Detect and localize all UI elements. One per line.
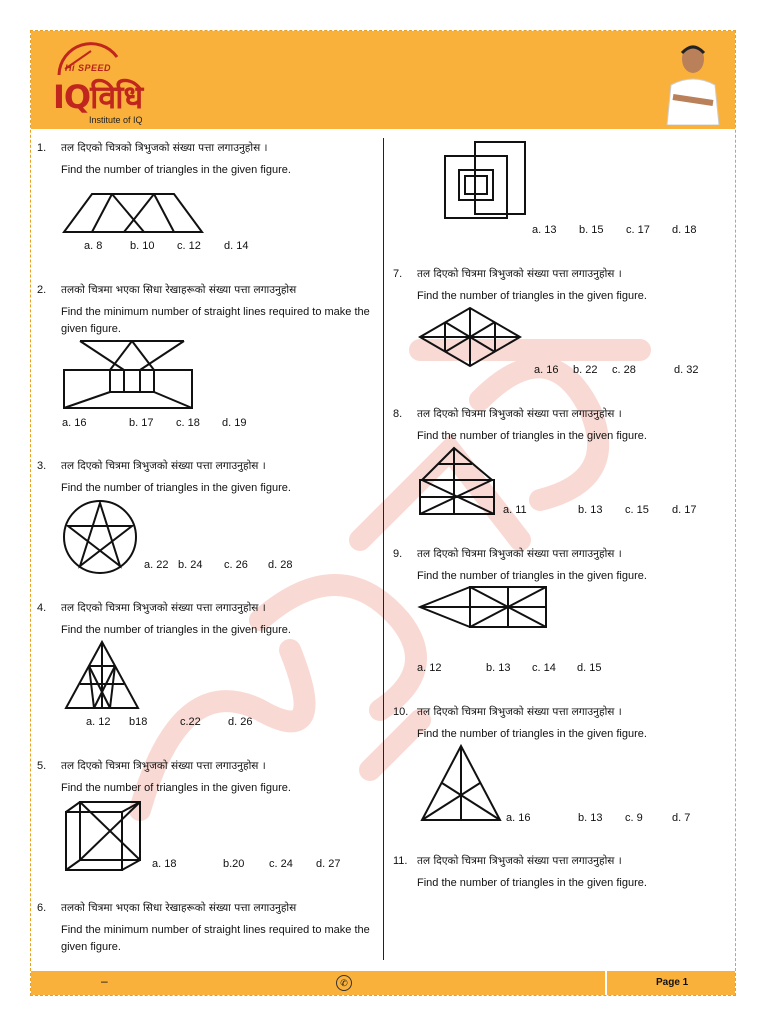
- option-c[interactable]: c. 12: [177, 240, 201, 252]
- option-a[interactable]: a. 13: [532, 224, 557, 236]
- question-6: [37, 900, 377, 953]
- option-b[interactable]: b.20: [223, 858, 245, 870]
- question-number: 5.: [37, 760, 47, 772]
- option-b[interactable]: b. 13: [578, 812, 603, 824]
- option-c[interactable]: c. 18: [176, 417, 200, 429]
- option-c[interactable]: c. 17: [626, 224, 650, 236]
- question-number: 4.: [37, 602, 47, 614]
- figure-house: [418, 446, 496, 516]
- question-text-english: Find the number of triangles in the given figure.: [417, 430, 647, 442]
- question-text-english: Find the number of triangles in the given figure.: [61, 482, 291, 494]
- footer-bar: [31, 971, 735, 995]
- option-a[interactable]: a. 12: [86, 716, 111, 728]
- option-c[interactable]: c.22: [180, 716, 201, 728]
- question-text-nepali: तल दिएको चित्रमा त्रिभुजको संख्या पत्ता लगाउनुहोस ।: [61, 602, 266, 614]
- option-a[interactable]: a. 16: [534, 364, 559, 376]
- option-a[interactable]: a. 22: [144, 559, 169, 571]
- question-3: [37, 458, 377, 494]
- header-banner: [31, 31, 735, 129]
- figure-triangle-medians: [420, 744, 502, 822]
- question-4: [37, 600, 377, 636]
- option-b[interactable]: b. 15: [579, 224, 604, 236]
- option-d[interactable]: d. 18: [672, 224, 697, 236]
- logo-subtitle: Institute of IQ: [89, 115, 143, 125]
- figure-bowtie-box: [62, 340, 196, 412]
- question-text-nepali: तल दिएको चित्रमा त्रिभुजको संख्या पत्ता लगाउनुहोस ।: [61, 760, 266, 772]
- option-c[interactable]: c. 24: [269, 858, 293, 870]
- question-text-english: Find the number of triangles in the given figure.: [417, 290, 647, 302]
- option-a[interactable]: a. 8: [84, 240, 103, 252]
- question-text-nepali: तल दिएको चित्रमा त्रिभुजको संख्या पत्ता लगाउनुहोस ।: [417, 706, 622, 718]
- question-number: 9.: [393, 548, 403, 560]
- options-q1: [84, 240, 284, 254]
- options-q4: [86, 716, 286, 730]
- speedometer-icon: [51, 39, 131, 79]
- option-b[interactable]: b. 22: [573, 364, 598, 376]
- question-text-english: Find the minimum number of straight lines required to make the given figure.: [61, 306, 370, 335]
- option-d[interactable]: d. 19: [222, 417, 247, 429]
- options-q6: [532, 224, 732, 238]
- brand-logo: [41, 39, 191, 124]
- question-text-nepali: तलको चित्रमा भएका सिधा रेखाहरूको संख्या पत्ता लगाउनुहोस: [61, 284, 297, 296]
- page-number: Page 1: [656, 977, 689, 988]
- option-a[interactable]: a. 16: [62, 417, 87, 429]
- question-text-english: Find the number of triangles in the given figure.: [61, 624, 291, 636]
- question-5: [37, 758, 377, 794]
- options-q5: [152, 858, 352, 872]
- question-number: 6.: [37, 902, 47, 914]
- question-number: 11.: [393, 855, 408, 867]
- option-d[interactable]: d. 7: [672, 812, 691, 824]
- question-number: 3.: [37, 460, 47, 472]
- logo-speed-text: Hi SPEED: [65, 63, 112, 73]
- footer-left-text: –: [101, 974, 108, 988]
- option-b[interactable]: b18: [129, 716, 148, 728]
- question-8: [393, 406, 733, 442]
- question-text-nepali: तल दिएको चित्रमा त्रिभुजको संख्या पत्ता लगाउनुहोस ।: [417, 855, 622, 867]
- figure-rhombus: [418, 306, 522, 368]
- figure-star-circle: [62, 500, 138, 574]
- question-number: 2.: [37, 284, 47, 296]
- question-text-english: Find the number of triangles in the given figure.: [61, 782, 291, 794]
- option-d[interactable]: d. 27: [316, 858, 341, 870]
- option-b[interactable]: b. 24: [178, 559, 203, 571]
- option-c[interactable]: c. 28: [612, 364, 636, 376]
- option-c[interactable]: c. 9: [625, 812, 643, 824]
- question-text-english: Find the number of triangles in the given figure.: [417, 877, 647, 889]
- question-number: 7.: [393, 268, 403, 280]
- options-q8: [503, 504, 713, 518]
- option-a[interactable]: a. 16: [506, 812, 531, 824]
- question-10: [393, 704, 733, 740]
- question-number: 10.: [393, 706, 409, 718]
- option-c[interactable]: c. 15: [625, 504, 649, 516]
- figure-cube: [64, 800, 144, 872]
- figure-triangle-nested: [64, 640, 140, 710]
- question-text-nepali: तल दिएको चित्रको त्रिभुजको संख्या पत्ता लगाउनुहोस ।: [61, 142, 268, 154]
- question-1: [37, 140, 377, 176]
- option-a[interactable]: a. 18: [152, 858, 177, 870]
- option-d[interactable]: d. 17: [672, 504, 697, 516]
- option-b[interactable]: b. 10: [130, 240, 155, 252]
- question-text-nepali: तलको चित्रमा भएका सिधा रेखाहरूको संख्या पत्ता लगाउनुहोस: [61, 902, 297, 914]
- question-number: 1.: [37, 142, 47, 154]
- question-number: 8.: [393, 408, 403, 420]
- option-a[interactable]: a. 11: [503, 504, 527, 516]
- instructor-photo: [661, 37, 725, 125]
- options-q7: [534, 364, 734, 378]
- question-2: [37, 282, 377, 335]
- options-q2: [62, 417, 262, 431]
- options-q10: [506, 812, 716, 826]
- question-text-english: Find the minimum number of straight lines required to make the given figure.: [61, 924, 370, 953]
- options-q9: [417, 662, 627, 676]
- figure-nested-squares: [443, 140, 527, 220]
- question-text-english: Find the number of triangles in the given figure.: [417, 728, 647, 740]
- phone-icon: ✆: [336, 975, 352, 991]
- question-text-nepali: तल दिएको चित्रमा त्रिभुजको संख्या पत्ता लगाउनुहोस ।: [417, 268, 622, 280]
- option-d[interactable]: d. 26: [228, 716, 253, 728]
- option-d[interactable]: d. 15: [577, 662, 602, 674]
- question-11: [393, 853, 733, 889]
- option-b[interactable]: b. 13: [486, 662, 511, 674]
- footer-separator: [605, 971, 607, 995]
- question-text-nepali: तल दिएको चित्रमा त्रिभुजको संख्या पत्ता लगाउनुहोस ।: [61, 460, 266, 472]
- question-text-english: Find the number of triangles in the given figure.: [417, 570, 647, 582]
- logo-main-text: IQविधि: [53, 78, 143, 116]
- option-b[interactable]: b. 17: [129, 417, 154, 429]
- column-divider: [383, 138, 384, 960]
- option-b[interactable]: b. 13: [578, 504, 603, 516]
- question-text-nepali: तल दिएको चित्रमा त्रिभुजको संख्या पत्ता लगाउनुहोस ।: [417, 408, 622, 420]
- option-a[interactable]: a. 12: [417, 662, 442, 674]
- option-d[interactable]: d. 14: [224, 240, 249, 252]
- question-7: [393, 266, 733, 302]
- question-text-nepali: तल दिएको चित्रमा त्रिभुजको संख्या पत्ता लगाउनुहोस ।: [417, 548, 622, 560]
- options-q3: [144, 559, 324, 573]
- option-c[interactable]: c. 26: [224, 559, 248, 571]
- option-c[interactable]: c. 14: [532, 662, 556, 674]
- option-d[interactable]: d. 32: [674, 364, 699, 376]
- option-d[interactable]: d. 28: [268, 559, 293, 571]
- question-9: [393, 546, 733, 582]
- question-text-english: Find the number of triangles in the given figure.: [61, 164, 291, 176]
- figure-trapezoid: [64, 192, 204, 234]
- figure-arrow-rectangle: [418, 585, 550, 629]
